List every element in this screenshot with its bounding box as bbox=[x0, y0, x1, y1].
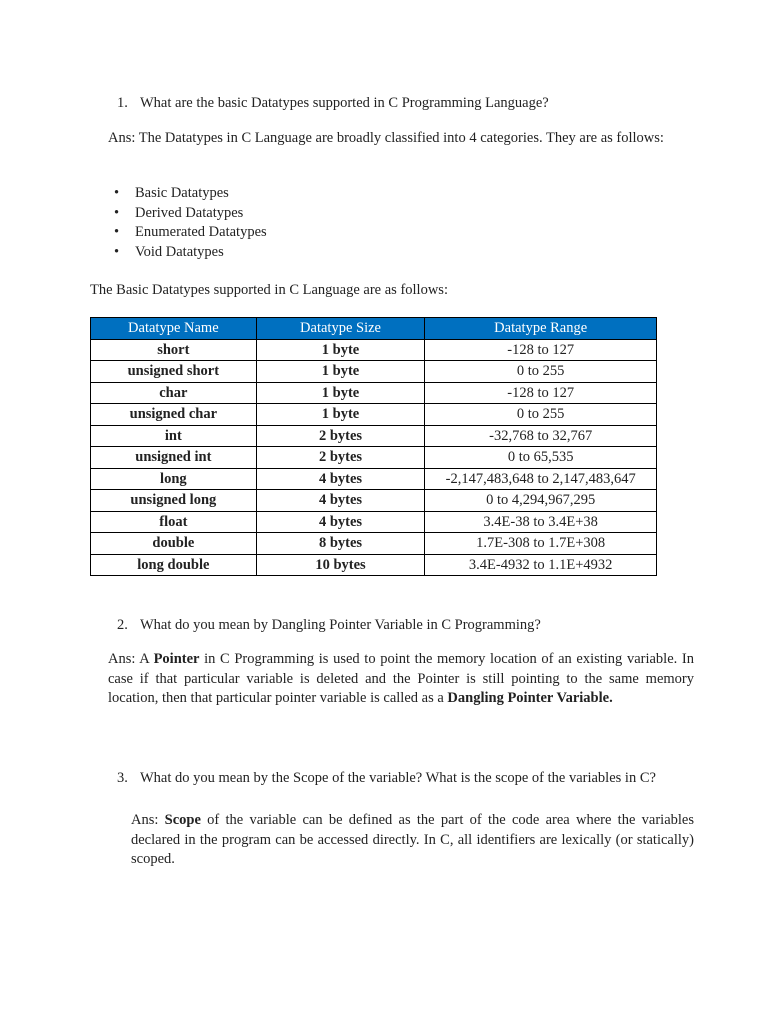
datatype-size: 4 bytes bbox=[256, 468, 425, 490]
answer-text: in C Programming is used to point the memory location of an existing variable. In case if that particular variable is deleted and the Pointer is still pointing to the same memory location, then that particular pointer variable is called as a bbox=[108, 651, 694, 706]
column-header-range: Datatype Range bbox=[425, 318, 657, 340]
answer-label: Ans: bbox=[108, 130, 136, 146]
datatype-name: short bbox=[91, 339, 257, 361]
table-row bbox=[91, 533, 657, 555]
table-row bbox=[91, 511, 657, 533]
datatype-name: unsigned long bbox=[91, 490, 257, 512]
list-item: • Enumerated Datatypes bbox=[112, 223, 267, 243]
datatype-size: 2 bytes bbox=[256, 425, 425, 447]
table-row bbox=[91, 490, 657, 512]
datatype-range: 0 to 65,535 bbox=[425, 447, 657, 469]
datatype-range: 3.4E-4932 to 1.1E+4932 bbox=[425, 554, 657, 576]
datatype-name: int bbox=[91, 425, 257, 447]
table-row bbox=[91, 361, 657, 383]
datatype-size: 1 byte bbox=[256, 339, 425, 361]
question-number: 1. bbox=[117, 95, 128, 111]
answer-text: A bbox=[135, 651, 154, 667]
datatype-name: long double bbox=[91, 554, 257, 576]
scope-term: Scope bbox=[158, 812, 201, 828]
list-item: • Basic Datatypes bbox=[112, 184, 267, 204]
question-text: What do you mean by the Scope of the variable? What is the scope of the variables in C? bbox=[140, 770, 656, 786]
column-header-size: Datatype Size bbox=[256, 318, 425, 340]
answer-2 bbox=[108, 650, 694, 709]
datatype-name: unsigned short bbox=[91, 361, 257, 383]
question-text: What are the basic Datatypes supported in C Programming Language? bbox=[140, 95, 549, 111]
datatype-size: 4 bytes bbox=[256, 511, 425, 533]
datatype-range: -2,147,483,648 to 2,147,483,647 bbox=[425, 468, 657, 490]
table-row bbox=[91, 339, 657, 361]
answer-label: Ans: bbox=[108, 651, 136, 667]
answer-label: Ans: bbox=[131, 812, 159, 828]
answer-text: The Datatypes in C Language are broadly classified into 4 categories. They are as follows: bbox=[135, 130, 664, 146]
datatype-category-list bbox=[112, 184, 267, 262]
question-3 bbox=[117, 767, 697, 789]
list-item: • Derived Datatypes bbox=[112, 204, 267, 224]
table-row bbox=[91, 382, 657, 404]
datatype-range: 3.4E-38 to 3.4E+38 bbox=[425, 511, 657, 533]
question-1 bbox=[117, 94, 717, 114]
datatype-range: 0 to 255 bbox=[425, 404, 657, 426]
datatype-range: 0 to 255 bbox=[425, 361, 657, 383]
datatype-range: 0 to 4,294,967,295 bbox=[425, 490, 657, 512]
datatype-size: 2 bytes bbox=[256, 447, 425, 469]
datatype-name: unsigned int bbox=[91, 447, 257, 469]
question-number: 2. bbox=[117, 617, 128, 633]
pointer-term: Pointer bbox=[153, 651, 200, 667]
answer-1 bbox=[108, 129, 694, 149]
column-header-name: Datatype Name bbox=[91, 318, 257, 340]
dangling-pointer-term: Dangling Pointer Variable. bbox=[447, 690, 613, 706]
datatype-size: 8 bytes bbox=[256, 533, 425, 555]
datatype-table bbox=[90, 317, 657, 576]
table-intro: The Basic Datatypes supported in C Language are as follows: bbox=[90, 282, 448, 298]
datatype-size: 10 bytes bbox=[256, 554, 425, 576]
datatype-name: char bbox=[91, 382, 257, 404]
datatype-name: long bbox=[91, 468, 257, 490]
table-row bbox=[91, 554, 657, 576]
datatype-size: 4 bytes bbox=[256, 490, 425, 512]
question-text: What do you mean by Dangling Pointer Variable in C Programming? bbox=[140, 617, 541, 633]
list-item: • Void Datatypes bbox=[112, 243, 267, 263]
table-row bbox=[91, 404, 657, 426]
answer-3 bbox=[131, 811, 694, 870]
table-header-row bbox=[91, 318, 657, 340]
datatype-size: 1 byte bbox=[256, 382, 425, 404]
datatype-range: 1.7E-308 to 1.7E+308 bbox=[425, 533, 657, 555]
table-row bbox=[91, 468, 657, 490]
table-row bbox=[91, 425, 657, 447]
datatype-size: 1 byte bbox=[256, 361, 425, 383]
datatype-range: -128 to 127 bbox=[425, 382, 657, 404]
datatype-size: 1 byte bbox=[256, 404, 425, 426]
datatype-name: double bbox=[91, 533, 257, 555]
datatype-name: unsigned char bbox=[91, 404, 257, 426]
datatype-name: float bbox=[91, 511, 257, 533]
question-number: 3. bbox=[117, 770, 128, 786]
table-row bbox=[91, 447, 657, 469]
datatype-range: -128 to 127 bbox=[425, 339, 657, 361]
datatype-range: -32,768 to 32,767 bbox=[425, 425, 657, 447]
answer-text: of the variable can be defined as the part of the code area where the variables declared in the program can be accessed directly. In C, all identifiers are lexically (or statically) scoped. bbox=[131, 812, 694, 867]
question-2 bbox=[117, 616, 717, 636]
